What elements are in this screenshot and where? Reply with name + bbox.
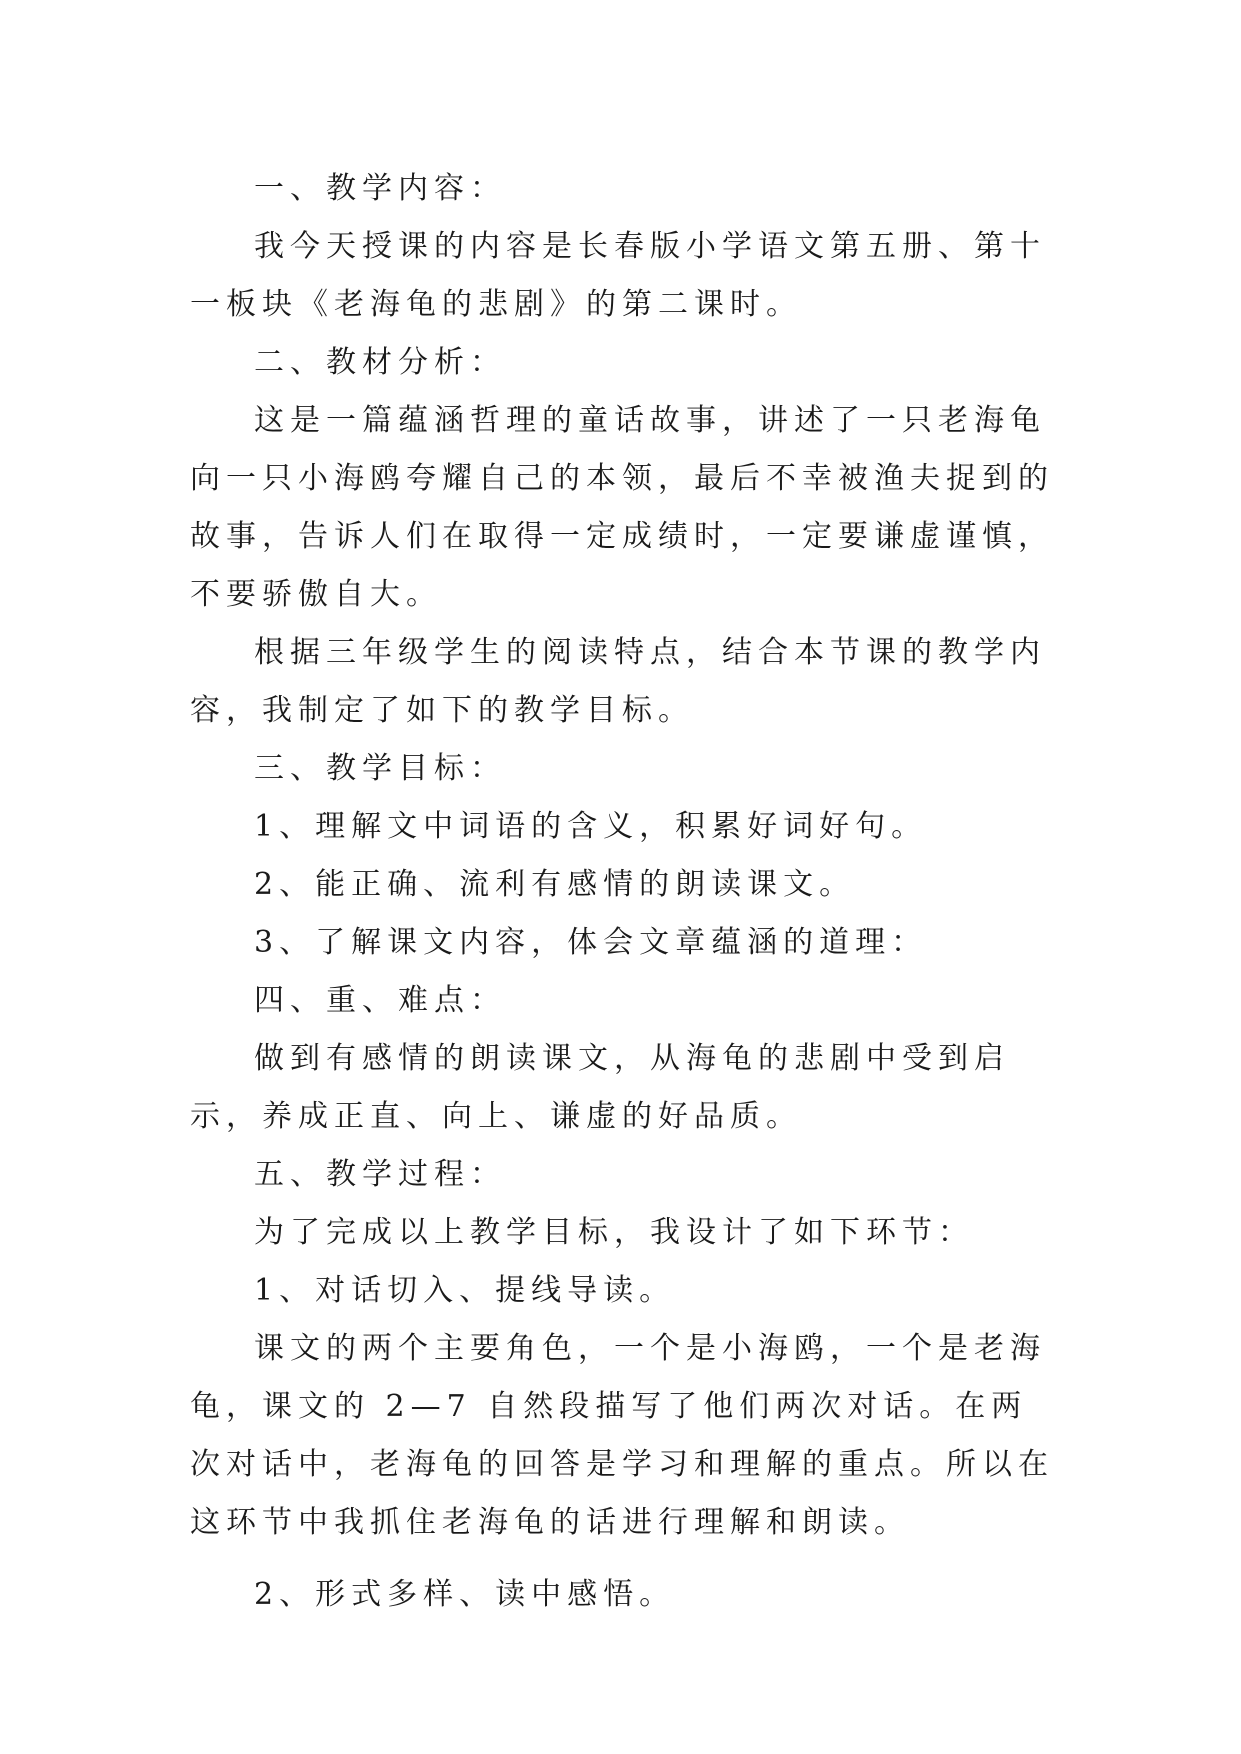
heading-teaching-content: 一、教学内容： bbox=[254, 171, 506, 206]
heading-teaching-process: 五、教学过程： bbox=[254, 1157, 506, 1192]
heading-key-points: 四、重、难点： bbox=[254, 983, 506, 1018]
paragraph-process-intro: 为了完成以上教学目标，我设计了如下环节： bbox=[254, 1215, 974, 1250]
process-step-2: 2、形式多样、读中感悟。 bbox=[254, 1577, 676, 1612]
process-step-1: 1、对话切入、提线导读。 bbox=[254, 1273, 676, 1308]
goal-item-2: 2、能正确、流利有感情的朗读课文。 bbox=[254, 867, 856, 902]
paragraph-dialogue-analysis: 课文的两个主要角色，一个是小海鸥，一个是老海龟，课文的 2—7 自然段描写了他们两次对话。在两次对话中，老海龟的回答是学习和理解的重点。所以在这环节中我抓住老海龟的话进行理解和朗读。 bbox=[190, 1331, 1054, 1540]
heading-teaching-goals: 三、教学目标： bbox=[254, 751, 506, 786]
paragraph-lesson-content: 我今天授课的内容是长春版小学语文第五册、第十一板块《老海龟的悲剧》的第二课时。 bbox=[190, 229, 1046, 322]
goal-item-1: 1、理解文中词语的含义，积累好词好句。 bbox=[254, 809, 928, 844]
goal-item-3: 3、了解课文内容，体会文章蕴涵的道理： bbox=[254, 925, 928, 960]
paragraph-goal-basis: 根据三年级学生的阅读特点，结合本节课的教学内容，我制定了如下的教学目标。 bbox=[190, 635, 1046, 728]
paragraph-key-points: 做到有感情的朗读课文，从海龟的悲剧中受到启示，养成正直、向上、谦虚的好品质。 bbox=[190, 1041, 1010, 1134]
heading-material-analysis: 二、教材分析： bbox=[254, 345, 506, 380]
paragraph-story-summary: 这是一篇蕴涵哲理的童话故事，讲述了一只老海龟向一只小海鸥夸耀自己的本领，最后不幸被渔夫捉到的故事，告诉人们在取得一定成绩时，一定要谦虚谨慎，不要骄傲自大。 bbox=[190, 403, 1054, 612]
document-page bbox=[190, 160, 1060, 1624]
